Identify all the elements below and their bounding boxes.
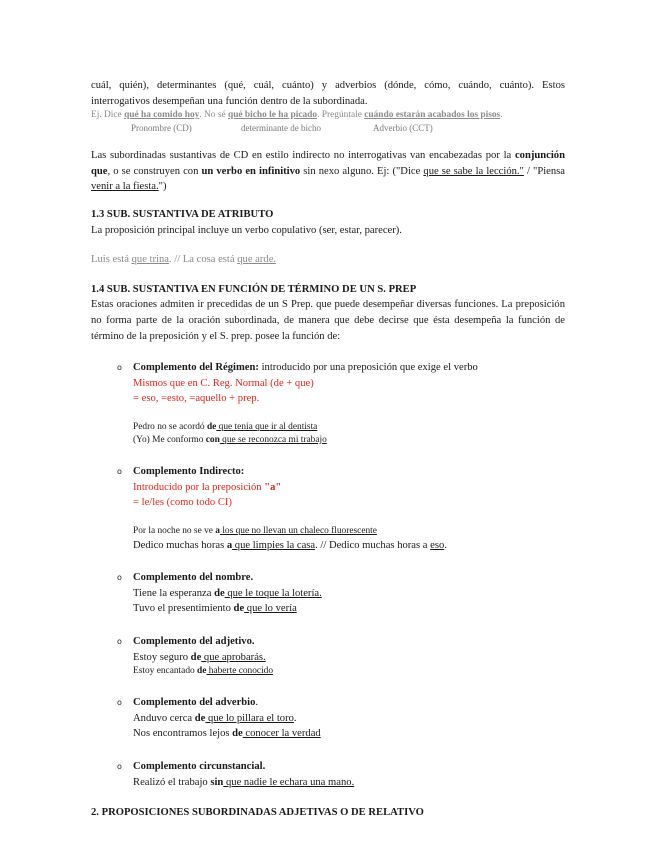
example-text: Estoy encantado: [133, 666, 198, 677]
label-determinante: determinante de bicho: [241, 123, 321, 134]
example-line: [133, 434, 565, 447]
example-prep: de: [197, 666, 207, 677]
example-text: .: [500, 110, 503, 121]
example-underlined: qué bicho le ha picado: [228, 110, 318, 121]
example-text: (Yo) Me conformo: [133, 434, 206, 445]
example-prep: de: [194, 712, 206, 724]
cd-bold: un verbo en infinitivo: [201, 165, 301, 177]
example-prep: de: [233, 603, 245, 615]
item-title: Complemento del adjetivo.: [133, 636, 255, 648]
bullet-icon: o: [117, 363, 122, 373]
example-text: Luis está: [91, 254, 132, 266]
s13-text: La proposición principal incluye un verbo copulativo (ser, estar, parecer).: [91, 224, 402, 236]
bullet-icon: o: [117, 573, 122, 583]
cd-text: "): [158, 181, 167, 193]
label-pronombre: Pronombre (CD): [131, 123, 192, 134]
example-underlined: que nadie le echara una mano.: [223, 776, 355, 788]
bullet-icon: o: [117, 698, 122, 708]
example-text: Ej. Dice: [91, 110, 125, 121]
item-note: = le/les (como todo CI): [133, 497, 232, 509]
item-title: Complemento del nombre.: [133, 572, 254, 584]
intro-line-1: cuál, quién), determinantes (qué, cuál, cuánto) y adverbios (dónde, cómo, cuándo, cuánto). Estos: [91, 80, 565, 91]
s13-example: [91, 252, 565, 268]
item-note: Mismos que en C. Reg. Normal (de + que): [133, 377, 314, 389]
document-page: [91, 78, 565, 821]
example-underlined: los que no llevan un chaleco fluorescente: [219, 525, 377, 536]
example-underlined: eso: [430, 539, 445, 551]
item-title-end: .: [255, 697, 259, 709]
example-text: . Pregúntale: [317, 110, 365, 121]
example-text: .: [444, 539, 447, 551]
example-prep: de: [190, 651, 202, 663]
bullet-icon: o: [117, 637, 122, 647]
cd-underlined: venir a la fiesta.: [91, 181, 159, 193]
example-line: [133, 711, 565, 727]
label-adverbio: Adverbio (CCT): [373, 123, 433, 134]
example-underlined: que trina: [131, 254, 169, 266]
example-underlined: que tenía que ir al dentista: [216, 421, 318, 432]
example-underlined: que lo pillara el toro: [205, 712, 294, 724]
example-line: [133, 726, 565, 742]
example-line: [133, 601, 565, 617]
list-item-indirecto: [91, 464, 565, 553]
example-line: [133, 665, 565, 678]
example-underlined: haberte conocido: [206, 666, 274, 677]
cd-text: / "Piensa: [523, 165, 565, 177]
example-underlined: cuándo estarán acabados los pisos: [364, 110, 501, 121]
cd-bold: conjunción que: [91, 150, 565, 177]
example-prep: sin: [210, 776, 224, 788]
example-text: Nos encontramos lejos: [133, 728, 233, 740]
example-text: . No sé: [199, 110, 228, 121]
example-underlined: conocer la verdad: [242, 728, 321, 740]
list-item-adjetivo: [91, 634, 565, 678]
item-title-line: [133, 360, 565, 376]
example-text: Tiene la esperanza: [133, 587, 215, 599]
example-line: [133, 525, 565, 538]
heading-2: 2. PROPOSICIONES SUBORDINADAS ADJETIVAS O DE RELATIVO: [91, 807, 424, 819]
example-line: [133, 421, 565, 434]
example-prep: a: [226, 539, 233, 551]
heading-1-4: 1.4 SUB. SUSTANTIVA EN FUNCIÓN DE TÉRMINO DE UN S. PREP: [91, 283, 417, 295]
example-prep: de: [232, 728, 243, 740]
example-text: .: [293, 712, 297, 724]
example-text: . // La cosa está: [168, 254, 238, 266]
intro-examples: [91, 109, 565, 122]
example-underlined: que aprobarás.: [201, 651, 266, 663]
bullet-icon: o: [117, 466, 122, 476]
example-text: Tuvo el presentimiento: [133, 603, 234, 615]
item-title: Complemento Indirecto:: [133, 465, 245, 477]
cd-paragraph: [91, 148, 565, 195]
example-line: [133, 775, 565, 791]
cd-text: Las subordinadas sustantivas de CD en estilo indirecto no interrogativas van encabezadas por la: [91, 150, 512, 162]
item-desc: introducido por una preposición que exige el verbo: [258, 362, 478, 374]
list-item-adverbio: [91, 695, 565, 742]
item-title: Complemento del Régimen:: [133, 362, 259, 374]
intro-line-2: interrogativos desempeñan una función dentro de la subordinada.: [91, 95, 368, 107]
example-line: [133, 650, 565, 666]
example-text: Realizó el trabajo: [133, 776, 211, 788]
grammar-labels: [91, 122, 565, 134]
example-prep: de: [206, 421, 217, 432]
item-title-line: [133, 464, 565, 480]
bullet-icon: o: [117, 762, 122, 772]
example-text: . // Dedico muchas horas a: [315, 539, 431, 551]
item-note: [133, 480, 565, 496]
item-title: Complemento circunstancial.: [133, 761, 266, 773]
example-text: Dedico muchas horas: [133, 539, 227, 551]
example-line: [133, 586, 565, 602]
example-line: [133, 538, 565, 554]
list-item-regimen: [91, 360, 565, 447]
heading-1-3: 1.3 SUB. SUSTANTIVA DE ATRIBUTO: [91, 208, 274, 220]
example-underlined: que limpies la casa: [232, 539, 316, 551]
list-item-circunstancial: [91, 759, 565, 790]
example-underlined: que le toque la lotería.: [224, 587, 322, 599]
example-underlined: que se reconozca mi trabajo: [219, 434, 327, 445]
example-prep: de: [214, 587, 225, 599]
example-underlined: que lo vería: [244, 603, 297, 615]
s14-text: Estas oraciones admiten ir precedidas de un S Prep. que puede desempeñar diversas funciones. La preposición no forma parte de la oración subordinada, de manera que debe decirse que ésta desempeña la función de término de la preposición y el S. prep. posee la función de:: [91, 299, 565, 342]
example-underlined: que arde.: [237, 254, 277, 266]
cd-underlined: que se sabe la lección.": [423, 165, 524, 177]
example-text: Anduvo cerca: [133, 712, 195, 724]
item-title: Complemento del adverbio: [133, 697, 256, 709]
cd-text: sin nexo alguno. Ej: ("Dice: [300, 165, 424, 177]
example-prep: a: [215, 525, 220, 536]
item-note-bold: "a": [264, 481, 282, 493]
item-note-text: Introducido por la preposición: [133, 481, 265, 493]
cd-text: , o se construyen con: [107, 165, 202, 177]
example-underlined: qué ha comido hoy: [124, 110, 200, 121]
example-prep: con: [205, 434, 220, 445]
item-note: = eso, =esto, =aquello + prep.: [133, 393, 260, 405]
function-list: [91, 360, 565, 790]
example-text: Estoy seguro: [133, 651, 191, 663]
list-item-nombre: [91, 570, 565, 617]
example-text: Pedro no se acordó: [133, 421, 207, 432]
example-text: Por la noche no se ve: [133, 525, 216, 536]
